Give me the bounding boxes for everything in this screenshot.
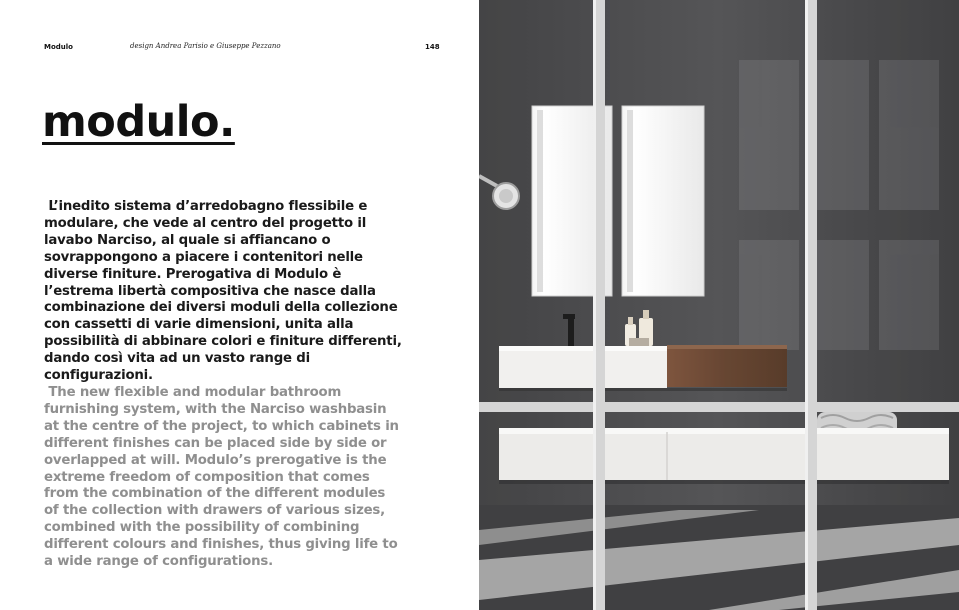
english-description: The new flexible and modular bathroom furnishing system, with the Narciso washbasin at the centre of the project, to which cabinets in different finishes can be placed side by side or overlapped at will. Modulo’s prerogative is the extreme freedom of composition that comes from the combination of the different modules of the collection with drawers of various sizes, combined with the possibility of combining different colours and finishes, thus giving life to a wide range of configurations. — [44, 385, 399, 570]
italian-description: L’inedito sistema d’arredobagno flessibile e modulare, che vede al centro del progetto il lavabo Narciso, al quale si affiancano o sovrappongono a piacere i contenitori nelle diverse finiture. Prerogativa di Modulo è l’estrema libertà compositiva che nasce dalla combinazione dei diversi moduli della collezione con cassetti di varie dimensioni, unita alla possibilità di abbinare colori e finiture differenti, dando così vita ad un vasto range di configurazioni. — [44, 199, 402, 384]
page-title: modulo. — [42, 97, 235, 147]
bathroom-photo — [479, 0, 959, 610]
header-section-name: Modulo — [44, 43, 73, 51]
page-number: 148 — [425, 43, 440, 51]
text-page — [0, 0, 479, 610]
header-design-credit: design Andrea Parisio e Giuseppe Pezzano — [130, 42, 281, 50]
